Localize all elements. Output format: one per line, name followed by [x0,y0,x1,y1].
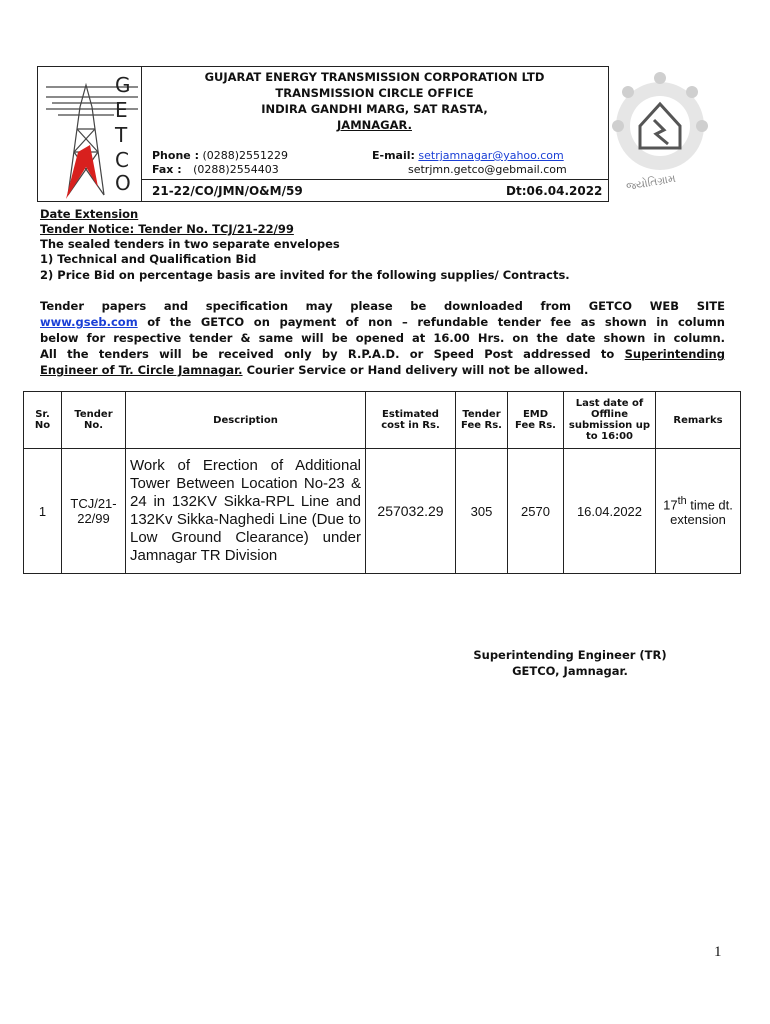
notice-date: Dt:06.04.2022 [506,184,603,198]
email-label: E-mail: [372,149,415,162]
logo-letter-g: G [115,73,131,97]
office-address: INDIRA GANDHI MARG, SAT RASTA, [261,102,488,116]
cell-tender-fee: 305 [456,449,508,574]
page-number: 1 [714,944,722,960]
table-row [24,449,741,574]
cell-last-date: 16.04.2022 [564,449,656,574]
col-header-tender-no: Tender No. [62,392,126,449]
para-engineer-circle: Engineer of Tr. Circle Jamnagar. [40,363,243,377]
remarks-ordinal: th [677,494,687,507]
table-header-row [24,392,741,449]
col-header-remarks: Remarks [656,392,741,449]
para-line-4 [40,346,725,362]
para-superintending: Superintending [624,347,725,361]
header-divider [141,179,608,180]
getco-logo [38,67,142,201]
notice-line-technical: 1) Technical and Qualification Bid [40,252,257,266]
col-header-tender-fee: Tender Fee Rs. [456,392,508,449]
para-line-4-text: All the tenders will be received only by R.P.A.D. or Speed Post addressed to [40,347,615,361]
tender-table [23,391,741,574]
letterhead [37,66,609,202]
email-line [372,149,564,162]
phone-label: Phone : [152,149,199,162]
para-line-5-text: Courier Service or Hand delivery will not be allowed. [246,363,589,377]
logo-letter-e: E [115,98,128,122]
notice-line-envelopes: The sealed tenders in two separate envelopes [40,237,340,251]
tender-notice-heading: Tender Notice: Tender No. TCJ/21-22/99 [40,222,294,236]
email-link-primary[interactable]: setrjamnagar@yahoo.com [418,149,564,162]
signatory-org: GETCO, Jamnagar. [512,664,628,678]
website-link[interactable]: www.gseb.com [40,315,138,329]
logo-letter-t: T [115,123,128,147]
para-line-5 [40,362,725,378]
fax-label: Fax : [152,163,182,176]
cell-estimated-cost: 257032.29 [366,449,456,574]
col-header-last-date: Last date of Offline submission up to 16:00 [564,392,656,449]
logo-letter-c: C [115,148,129,172]
fax-number: (0288)2554403 [193,163,279,176]
jyotigram-emblem [612,64,708,200]
reference-number: 21-22/CO/JMN/O&M/59 [152,184,303,198]
remarks-text: time dt. extension [670,497,733,528]
cell-description: Work of Erection of Additional Tower Between Location No-23 & 24 in 132KV Sikka-RPL Line and 132Kv Sikka-Naghedi Line (Due to Low Ground Clearance) under Jamnagar TR Division [126,449,366,574]
phone-number: (0288)2551229 [202,149,289,162]
signatory-title: Superintending Engineer (TR) [473,648,667,662]
company-name: GUJARAT ENERGY TRANSMISSION CORPORATION LTD [204,70,545,84]
fax-line [152,163,279,176]
col-header-sr: Sr. No [24,392,62,449]
instructions-paragraph [40,298,725,378]
office-name: TRANSMISSION CIRCLE OFFICE [275,86,474,100]
date-extension-heading: Date Extension [40,207,139,221]
email-secondary: setrjmn.getco@gebmail.com [408,163,567,176]
logo-letter-o: O [115,171,131,195]
cell-emd-fee: 2570 [508,449,564,574]
para-line-2 [40,314,725,330]
col-header-description: Description [126,392,366,449]
para-line-2-text: of the GETCO on payment of non – refundable tender fee as shown in column [147,315,725,329]
col-header-emd-fee: EMD Fee Rs. [508,392,564,449]
cell-remarks [656,449,741,574]
cell-sr: 1 [24,449,62,574]
phone-line [152,149,288,162]
office-city: JAMNAGAR. [337,118,412,132]
remarks-number: 17 [663,497,678,513]
cell-tender-no: TCJ/21-22/99 [62,449,126,574]
emblem-caption: જ્યોતિગ્રામ [625,171,677,194]
notice-line-price: 2) Price Bid on percentage basis are invited for the following supplies/ Contracts. [40,268,570,282]
para-line-1: Tender papers and specification may please be downloaded from GETCO WEB SITE [40,299,725,313]
para-line-3: below for respective tender & same will be opened at 16.00 Hrs. on the date shown in column. [40,331,725,345]
col-header-estimated-cost: Estimated cost in Rs. [366,392,456,449]
